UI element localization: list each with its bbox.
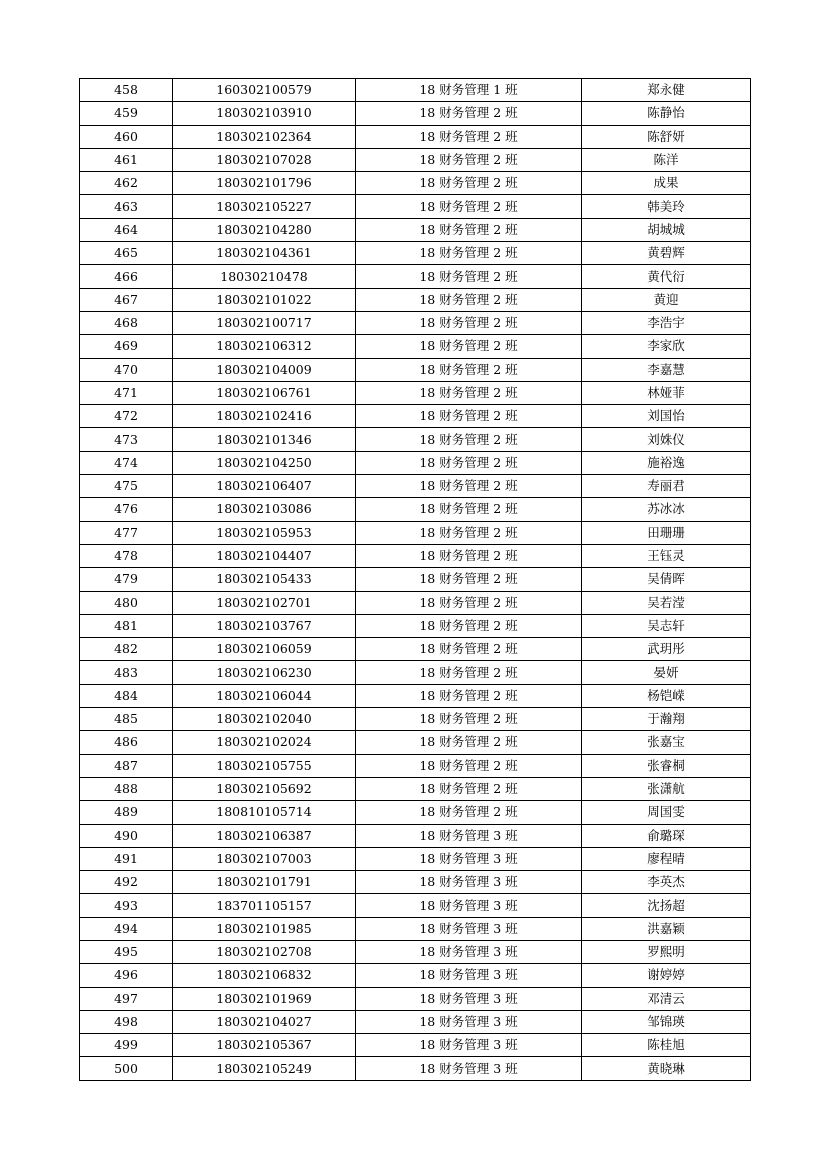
row-number-cell: 498 (80, 1010, 173, 1033)
table-row (80, 195, 751, 218)
class-name-cell: 18 财务管理 2 班 (356, 638, 582, 661)
table-row (80, 801, 751, 824)
student-name-cell: 张潇航 (582, 777, 751, 800)
student-name-cell: 苏冰冰 (582, 498, 751, 521)
table-row (80, 638, 751, 661)
student-name-cell: 沈扬超 (582, 894, 751, 917)
student-id-cell: 180302106761 (173, 381, 356, 404)
class-name-cell: 18 财务管理 2 班 (356, 451, 582, 474)
row-number-cell: 474 (80, 451, 173, 474)
class-name-cell: 18 财务管理 1 班 (356, 79, 582, 102)
row-number-cell: 481 (80, 614, 173, 637)
student-name-cell: 林娅菲 (582, 381, 751, 404)
row-number-cell: 463 (80, 195, 173, 218)
table-row (80, 1010, 751, 1033)
class-name-cell: 18 财务管理 2 班 (356, 405, 582, 428)
row-number-cell: 500 (80, 1057, 173, 1080)
student-name-cell: 李浩宇 (582, 311, 751, 334)
class-name-cell: 18 财务管理 3 班 (356, 824, 582, 847)
student-name-cell: 黄晓琳 (582, 1057, 751, 1080)
class-name-cell: 18 财务管理 2 班 (356, 591, 582, 614)
student-id-cell: 180302102416 (173, 405, 356, 428)
student-name-cell: 陈桂旭 (582, 1034, 751, 1057)
student-id-cell: 180302104361 (173, 242, 356, 265)
student-id-cell: 180302106059 (173, 638, 356, 661)
student-id-cell: 180302106312 (173, 335, 356, 358)
row-number-cell: 466 (80, 265, 173, 288)
table-row (80, 940, 751, 963)
class-name-cell: 18 财务管理 2 班 (356, 475, 582, 498)
table-row (80, 661, 751, 684)
class-name-cell: 18 财务管理 2 班 (356, 801, 582, 824)
table-row (80, 288, 751, 311)
class-name-cell: 18 财务管理 2 班 (356, 311, 582, 334)
student-name-cell: 陈舒妍 (582, 125, 751, 148)
class-name-cell: 18 财务管理 2 班 (356, 708, 582, 731)
student-id-cell: 180302104407 (173, 544, 356, 567)
class-name-cell: 18 财务管理 3 班 (356, 847, 582, 870)
student-id-cell: 180302100717 (173, 311, 356, 334)
student-name-cell: 廖程晴 (582, 847, 751, 870)
student-name-cell: 邓清云 (582, 987, 751, 1010)
student-name-cell: 王钰灵 (582, 544, 751, 567)
row-number-cell: 487 (80, 754, 173, 777)
class-name-cell: 18 财务管理 2 班 (356, 731, 582, 754)
class-name-cell: 18 财务管理 3 班 (356, 894, 582, 917)
table-row (80, 218, 751, 241)
student-name-cell: 李嘉慧 (582, 358, 751, 381)
student-name-cell: 张嘉宝 (582, 731, 751, 754)
table-row (80, 614, 751, 637)
row-number-cell: 494 (80, 917, 173, 940)
student-id-cell: 180302106407 (173, 475, 356, 498)
student-id-cell: 180302102708 (173, 940, 356, 963)
roster-body (80, 79, 751, 1081)
student-id-cell: 180302101346 (173, 428, 356, 451)
class-name-cell: 18 财务管理 2 班 (356, 172, 582, 195)
student-id-cell: 180302106387 (173, 824, 356, 847)
row-number-cell: 468 (80, 311, 173, 334)
student-name-cell: 谢婷婷 (582, 964, 751, 987)
row-number-cell: 458 (80, 79, 173, 102)
student-name-cell: 武玥彤 (582, 638, 751, 661)
row-number-cell: 489 (80, 801, 173, 824)
class-name-cell: 18 财务管理 2 班 (356, 102, 582, 125)
class-name-cell: 18 财务管理 2 班 (356, 125, 582, 148)
student-id-cell: 180302107003 (173, 847, 356, 870)
row-number-cell: 459 (80, 102, 173, 125)
class-name-cell: 18 财务管理 2 班 (356, 684, 582, 707)
table-row (80, 568, 751, 591)
class-name-cell: 18 财务管理 2 班 (356, 777, 582, 800)
student-id-cell: 180302103767 (173, 614, 356, 637)
table-row (80, 102, 751, 125)
student-id-cell: 180302105227 (173, 195, 356, 218)
row-number-cell: 462 (80, 172, 173, 195)
student-id-cell: 180302104250 (173, 451, 356, 474)
table-row (80, 475, 751, 498)
row-number-cell: 479 (80, 568, 173, 591)
class-name-cell: 18 财务管理 3 班 (356, 1010, 582, 1033)
student-id-cell: 180302107028 (173, 148, 356, 171)
table-row (80, 1034, 751, 1057)
table-row (80, 871, 751, 894)
student-id-cell: 18030210478 (173, 265, 356, 288)
class-name-cell: 18 财务管理 2 班 (356, 288, 582, 311)
student-id-cell: 180302105755 (173, 754, 356, 777)
row-number-cell: 497 (80, 987, 173, 1010)
student-id-cell: 180302101985 (173, 917, 356, 940)
student-id-cell: 180302106230 (173, 661, 356, 684)
class-name-cell: 18 财务管理 2 班 (356, 218, 582, 241)
student-name-cell: 田珊珊 (582, 521, 751, 544)
table-row (80, 754, 751, 777)
row-number-cell: 476 (80, 498, 173, 521)
row-number-cell: 490 (80, 824, 173, 847)
table-row (80, 824, 751, 847)
table-row (80, 964, 751, 987)
row-number-cell: 467 (80, 288, 173, 311)
row-number-cell: 473 (80, 428, 173, 451)
table-row (80, 544, 751, 567)
class-name-cell: 18 财务管理 2 班 (356, 498, 582, 521)
class-name-cell: 18 财务管理 3 班 (356, 1057, 582, 1080)
student-name-cell: 吴倩晖 (582, 568, 751, 591)
student-name-cell: 黄迎 (582, 288, 751, 311)
student-id-cell: 180302103086 (173, 498, 356, 521)
student-id-cell: 180302102040 (173, 708, 356, 731)
class-name-cell: 18 财务管理 2 班 (356, 148, 582, 171)
table-row (80, 894, 751, 917)
row-number-cell: 470 (80, 358, 173, 381)
student-name-cell: 晏妍 (582, 661, 751, 684)
class-name-cell: 18 财务管理 2 班 (356, 358, 582, 381)
class-name-cell: 18 财务管理 3 班 (356, 940, 582, 963)
student-id-cell: 180302101791 (173, 871, 356, 894)
class-name-cell: 18 财务管理 2 班 (356, 754, 582, 777)
class-name-cell: 18 财务管理 2 班 (356, 265, 582, 288)
table-row (80, 265, 751, 288)
student-id-cell: 183701105157 (173, 894, 356, 917)
student-name-cell: 成果 (582, 172, 751, 195)
table-row (80, 917, 751, 940)
row-number-cell: 493 (80, 894, 173, 917)
row-number-cell: 496 (80, 964, 173, 987)
student-id-cell: 180302102024 (173, 731, 356, 754)
student-id-cell: 180302103910 (173, 102, 356, 125)
class-name-cell: 18 财务管理 2 班 (356, 195, 582, 218)
table-row (80, 731, 751, 754)
row-number-cell: 482 (80, 638, 173, 661)
row-number-cell: 472 (80, 405, 173, 428)
table-row (80, 125, 751, 148)
student-name-cell: 周国雯 (582, 801, 751, 824)
student-id-cell: 160302100579 (173, 79, 356, 102)
student-id-cell: 180302104027 (173, 1010, 356, 1033)
student-id-cell: 180302106044 (173, 684, 356, 707)
student-name-cell: 郑永健 (582, 79, 751, 102)
row-number-cell: 475 (80, 475, 173, 498)
student-id-cell: 180302105367 (173, 1034, 356, 1057)
student-id-cell: 180302104009 (173, 358, 356, 381)
table-row (80, 335, 751, 358)
table-row (80, 428, 751, 451)
student-id-cell: 180302102364 (173, 125, 356, 148)
student-name-cell: 陈洋 (582, 148, 751, 171)
table-row (80, 358, 751, 381)
table-row (80, 987, 751, 1010)
table-row (80, 311, 751, 334)
table-row (80, 148, 751, 171)
class-name-cell: 18 财务管理 3 班 (356, 871, 582, 894)
student-name-cell: 刘国怡 (582, 405, 751, 428)
student-id-cell: 180302105249 (173, 1057, 356, 1080)
class-name-cell: 18 财务管理 2 班 (356, 661, 582, 684)
student-name-cell: 吴志轩 (582, 614, 751, 637)
student-name-cell: 黄碧辉 (582, 242, 751, 265)
student-id-cell: 180302106832 (173, 964, 356, 987)
student-name-cell: 黄代衍 (582, 265, 751, 288)
student-name-cell: 刘姝仪 (582, 428, 751, 451)
student-name-cell: 邹锦瑛 (582, 1010, 751, 1033)
student-id-cell: 180302101969 (173, 987, 356, 1010)
class-name-cell: 18 财务管理 2 班 (356, 242, 582, 265)
student-name-cell: 胡城城 (582, 218, 751, 241)
table-row (80, 777, 751, 800)
class-name-cell: 18 财务管理 2 班 (356, 614, 582, 637)
student-name-cell: 寿丽君 (582, 475, 751, 498)
student-name-cell: 陈静怡 (582, 102, 751, 125)
row-number-cell: 465 (80, 242, 173, 265)
class-name-cell: 18 财务管理 3 班 (356, 964, 582, 987)
student-name-cell: 韩美玲 (582, 195, 751, 218)
student-id-cell: 180302101796 (173, 172, 356, 195)
student-id-cell: 180302105953 (173, 521, 356, 544)
class-name-cell: 18 财务管理 3 班 (356, 1034, 582, 1057)
row-number-cell: 471 (80, 381, 173, 404)
student-id-cell: 180302101022 (173, 288, 356, 311)
table-row (80, 847, 751, 870)
row-number-cell: 461 (80, 148, 173, 171)
row-number-cell: 483 (80, 661, 173, 684)
class-name-cell: 18 财务管理 2 班 (356, 335, 582, 358)
student-name-cell: 李家欣 (582, 335, 751, 358)
row-number-cell: 484 (80, 684, 173, 707)
class-name-cell: 18 财务管理 2 班 (356, 544, 582, 567)
class-name-cell: 18 财务管理 3 班 (356, 917, 582, 940)
student-name-cell: 于瀚翔 (582, 708, 751, 731)
table-row (80, 1057, 751, 1080)
table-row (80, 242, 751, 265)
class-name-cell: 18 财务管理 2 班 (356, 428, 582, 451)
student-name-cell: 施裕逸 (582, 451, 751, 474)
row-number-cell: 492 (80, 871, 173, 894)
table-row (80, 591, 751, 614)
row-number-cell: 464 (80, 218, 173, 241)
row-number-cell: 469 (80, 335, 173, 358)
student-name-cell: 张睿桐 (582, 754, 751, 777)
table-row (80, 521, 751, 544)
row-number-cell: 485 (80, 708, 173, 731)
student-name-cell: 俞璐琛 (582, 824, 751, 847)
class-name-cell: 18 财务管理 2 班 (356, 568, 582, 591)
table-row (80, 498, 751, 521)
class-name-cell: 18 财务管理 3 班 (356, 987, 582, 1010)
table-row (80, 684, 751, 707)
student-id-cell: 180810105714 (173, 801, 356, 824)
row-number-cell: 477 (80, 521, 173, 544)
student-id-cell: 180302102701 (173, 591, 356, 614)
row-number-cell: 495 (80, 940, 173, 963)
table-row (80, 708, 751, 731)
student-name-cell: 吴若滢 (582, 591, 751, 614)
row-number-cell: 478 (80, 544, 173, 567)
row-number-cell: 488 (80, 777, 173, 800)
student-id-cell: 180302105433 (173, 568, 356, 591)
row-number-cell: 460 (80, 125, 173, 148)
student-name-cell: 杨铠嵘 (582, 684, 751, 707)
row-number-cell: 499 (80, 1034, 173, 1057)
student-name-cell: 罗熙明 (582, 940, 751, 963)
table-row (80, 172, 751, 195)
class-name-cell: 18 财务管理 2 班 (356, 381, 582, 404)
row-number-cell: 480 (80, 591, 173, 614)
table-row (80, 381, 751, 404)
row-number-cell: 486 (80, 731, 173, 754)
table-row (80, 405, 751, 428)
class-name-cell: 18 财务管理 2 班 (356, 521, 582, 544)
table-row (80, 79, 751, 102)
student-roster-table (79, 78, 751, 1081)
student-id-cell: 180302105692 (173, 777, 356, 800)
student-name-cell: 李英杰 (582, 871, 751, 894)
student-name-cell: 洪嘉颖 (582, 917, 751, 940)
student-id-cell: 180302104280 (173, 218, 356, 241)
row-number-cell: 491 (80, 847, 173, 870)
table-row (80, 451, 751, 474)
